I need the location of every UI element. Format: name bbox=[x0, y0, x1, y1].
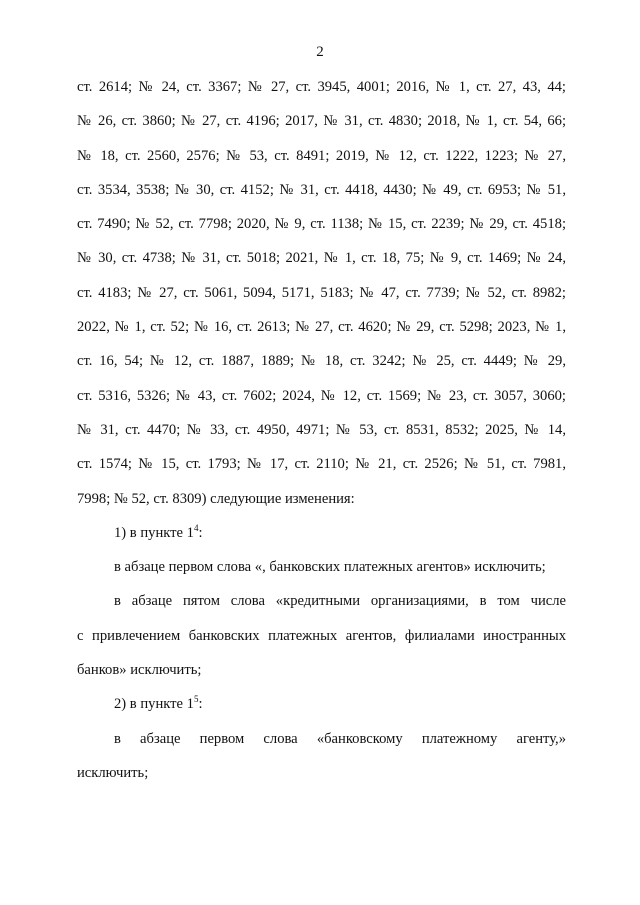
document-body bbox=[77, 77, 566, 797]
citation-line: ст. 7490; № 52, ст. 7798; 2020, № 9, ст. 1138; № 15, ст. 2239; № 29, ст. 4518; bbox=[77, 216, 566, 233]
citation-line: ст. 3534, 3538; № 30, ст. 4152; № 31, ст. 4418, 4430; № 49, ст. 6953; № 51, bbox=[77, 181, 566, 198]
citation-line: № 30, ст. 4738; № 31, ст. 5018; 2021, № 1, ст. 18, 75; № 9, ст. 1469; № 24, bbox=[77, 250, 566, 267]
item-2-heading bbox=[77, 694, 566, 728]
item-1-superscript: 4 bbox=[193, 522, 199, 533]
citation-line: ст. 2614; № 24, ст. 3367; № 27, ст. 3945, 4001; 2016, № 1, ст. 27, 43, 44; bbox=[77, 79, 566, 95]
citation-line: ст. 16, 54; № 12, ст. 1887, 1889; № 18, ст. 3242; № 25, ст. 4449; № 29, bbox=[77, 353, 566, 370]
citation-line: № 18, ст. 2560, 2576; № 53, ст. 8491; 2019, № 12, ст. 1222, 1223; № 27, bbox=[77, 147, 566, 164]
citation-line: ст. 5316, 5326; № 43, ст. 7602; 2024, № 12, ст. 1569; № 23, ст. 3057, 3060; bbox=[77, 387, 566, 404]
citation-last-line: 7998; № 52, ст. 8309) следующие изменения: bbox=[77, 490, 355, 507]
citation-line: № 31, ст. 4470; № 33, ст. 4950, 4971; № 53, ст. 8531, 8532; 2025, № 14, bbox=[77, 421, 566, 438]
item-1-heading bbox=[77, 523, 566, 557]
item-2-paragraph-1-line-2: исключить; bbox=[77, 764, 149, 781]
citation-line: 2022, № 1, ст. 52; № 16, ст. 2613; № 27, ст. 4620; № 29, ст. 5298; 2023, № 1, bbox=[77, 319, 566, 336]
page-number: 2 bbox=[316, 44, 324, 60]
item-1-suffix: : bbox=[198, 524, 203, 541]
item-2-superscript: 5 bbox=[193, 694, 199, 705]
item-1-prefix: 1) в пункте 1 bbox=[114, 524, 194, 541]
item-1-paragraph-2-line-2: с привлечением банковских платежных агентов, филиалами иностранных bbox=[77, 627, 566, 644]
item-2-paragraph-1-line-1: в абзаце первом слова «банковскому платежному агенту,» bbox=[114, 730, 566, 747]
citation-line: ст. 1574; № 15, ст. 1793; № 17, ст. 2110; № 21, ст. 2526; № 51, ст. 7981, bbox=[77, 456, 566, 473]
item-1-paragraph-1: в абзаце первом слова «, банковских платежных агентов» исключить; bbox=[114, 559, 546, 576]
item-1-paragraph-2-line-1: в абзаце пятом слова «кредитными организациями, в том числе bbox=[114, 593, 566, 610]
item-1-paragraph-2-line-3: банков» исключить; bbox=[77, 662, 202, 679]
item-2-suffix: : bbox=[198, 696, 203, 713]
item-2-prefix: 2) в пункте 1 bbox=[114, 696, 194, 713]
citation-line: № 26, ст. 3860; № 27, ст. 4196; 2017, № 31, ст. 4830; 2018, № 1, ст. 54, 66; bbox=[77, 113, 566, 130]
citation-line: ст. 4183; № 27, ст. 5061, 5094, 5171, 5183; № 47, ст. 7739; № 52, ст. 8982; bbox=[77, 284, 566, 301]
